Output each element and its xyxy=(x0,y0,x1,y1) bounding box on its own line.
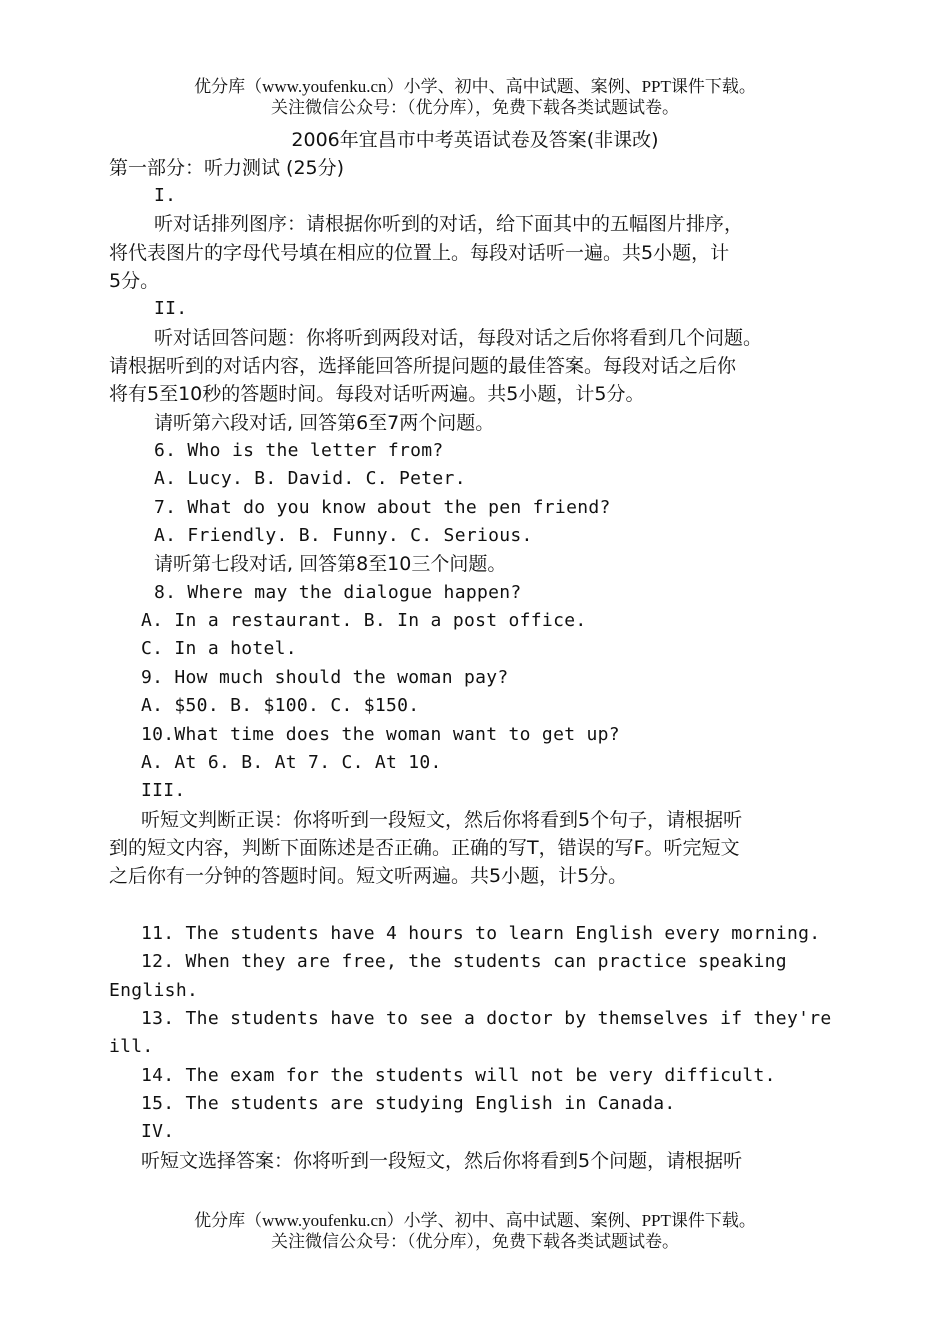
statement-12: 12. When they are free, the students can practice speaking xyxy=(141,951,787,972)
section-1-instruction-line-2: 将代表图片的字母代号填在相应的位置上。每段对话听一遍。共5小题，计 xyxy=(109,242,730,264)
question-7-options: A. Friendly. B. Funny. C. Serious. xyxy=(154,525,533,546)
header-line-1: 优分库（www.youfenku.cn）小学、初中、高中试题、案例、PPT课件下载。 xyxy=(194,77,756,96)
section-1-instruction-line-3: 5分。 xyxy=(109,270,160,292)
section-4-instruction-line-1: 听短文选择答案：你将听到一段短文，然后你将看到5个问题，请根据听 xyxy=(141,1150,743,1172)
question-8: 8. Where may the dialogue happen? xyxy=(154,582,522,603)
statement-13: 13. The students have to see a doctor by themselves if they're xyxy=(141,1008,832,1029)
dialogue-6-intro: 请听第六段对话, 回答第6至7两个问题。 xyxy=(154,412,495,434)
question-6: 6. Who is the letter from? xyxy=(154,440,444,461)
section-3-instruction-line-2: 到的短文内容，判断下面陈述是否正确。正确的写T，错误的写F。听完短文 xyxy=(109,837,740,859)
statement-14: 14. The exam for the students will not be very difficult. xyxy=(141,1065,776,1086)
dialogue-7-intro: 请听第七段对话, 回答第8至10三个问题。 xyxy=(154,553,507,575)
part-heading: 第一部分：听力测试 (25分) xyxy=(109,157,345,179)
section-4-number: IV. xyxy=(141,1121,175,1142)
question-8-options-line-2: C. In a hotel. xyxy=(141,638,297,659)
section-2-number: II. xyxy=(154,298,188,319)
question-10-options: A. At 6. B. At 7. C. At 10. xyxy=(141,752,442,773)
footer-line-1: 优分库（www.youfenku.cn）小学、初中、高中试题、案例、PPT课件下载。 xyxy=(194,1211,756,1230)
question-10: 10.What time does the woman want to get up? xyxy=(141,724,620,745)
section-3-number: III. xyxy=(141,780,186,801)
statement-12-continued: English. xyxy=(109,980,199,1001)
question-7: 7. What do you know about the pen friend? xyxy=(154,497,611,518)
section-2-instruction-line-2: 请根据听到的对话内容，选择能回答所提问题的最佳答案。每段对话之后你 xyxy=(109,355,737,377)
section-3-instruction-line-1: 听短文判断正误：你将听到一段短文，然后你将看到5个句子，请根据听 xyxy=(141,809,743,831)
section-2-instruction-line-3: 将有5至10秒的答题时间。每段对话听两遍。共5小题，计5分。 xyxy=(109,383,645,405)
statement-11: 11. The students have 4 hours to learn English every morning. xyxy=(141,923,821,944)
statement-15: 15. The students are studying English in Canada. xyxy=(141,1093,676,1114)
section-3-instruction-line-3: 之后你有一分钟的答题时间。短文听两遍。共5小题，计5分。 xyxy=(109,865,628,887)
question-9-options: A. $50. B. $100. C. $150. xyxy=(141,695,420,716)
document-title: 2006年宜昌市中考英语试卷及答案(非课改) xyxy=(291,129,659,151)
page-footer xyxy=(0,1210,950,1252)
section-1-number: I. xyxy=(154,185,177,206)
statement-13-continued: ill. xyxy=(109,1036,154,1057)
page-header xyxy=(0,76,950,118)
question-8-options-line-1: A. In a restaurant. B. In a post office. xyxy=(141,610,587,631)
section-1-instruction-line-1: 听对话排列图序：请根据你听到的对话，给下面其中的五幅图片排序， xyxy=(154,213,744,235)
footer-line-2: 关注微信公众号：（优分库），免费下载各类试题试卷。 xyxy=(271,1232,679,1251)
question-9: 9. How much should the woman pay? xyxy=(141,667,509,688)
header-line-2: 关注微信公众号：（优分库），免费下载各类试题试卷。 xyxy=(271,98,679,117)
question-6-options: A. Lucy. B. David. C. Peter. xyxy=(154,468,466,489)
section-2-instruction-line-1: 听对话回答问题：你将听到两段对话，每段对话之后你将看到几个问题。 xyxy=(154,327,763,349)
